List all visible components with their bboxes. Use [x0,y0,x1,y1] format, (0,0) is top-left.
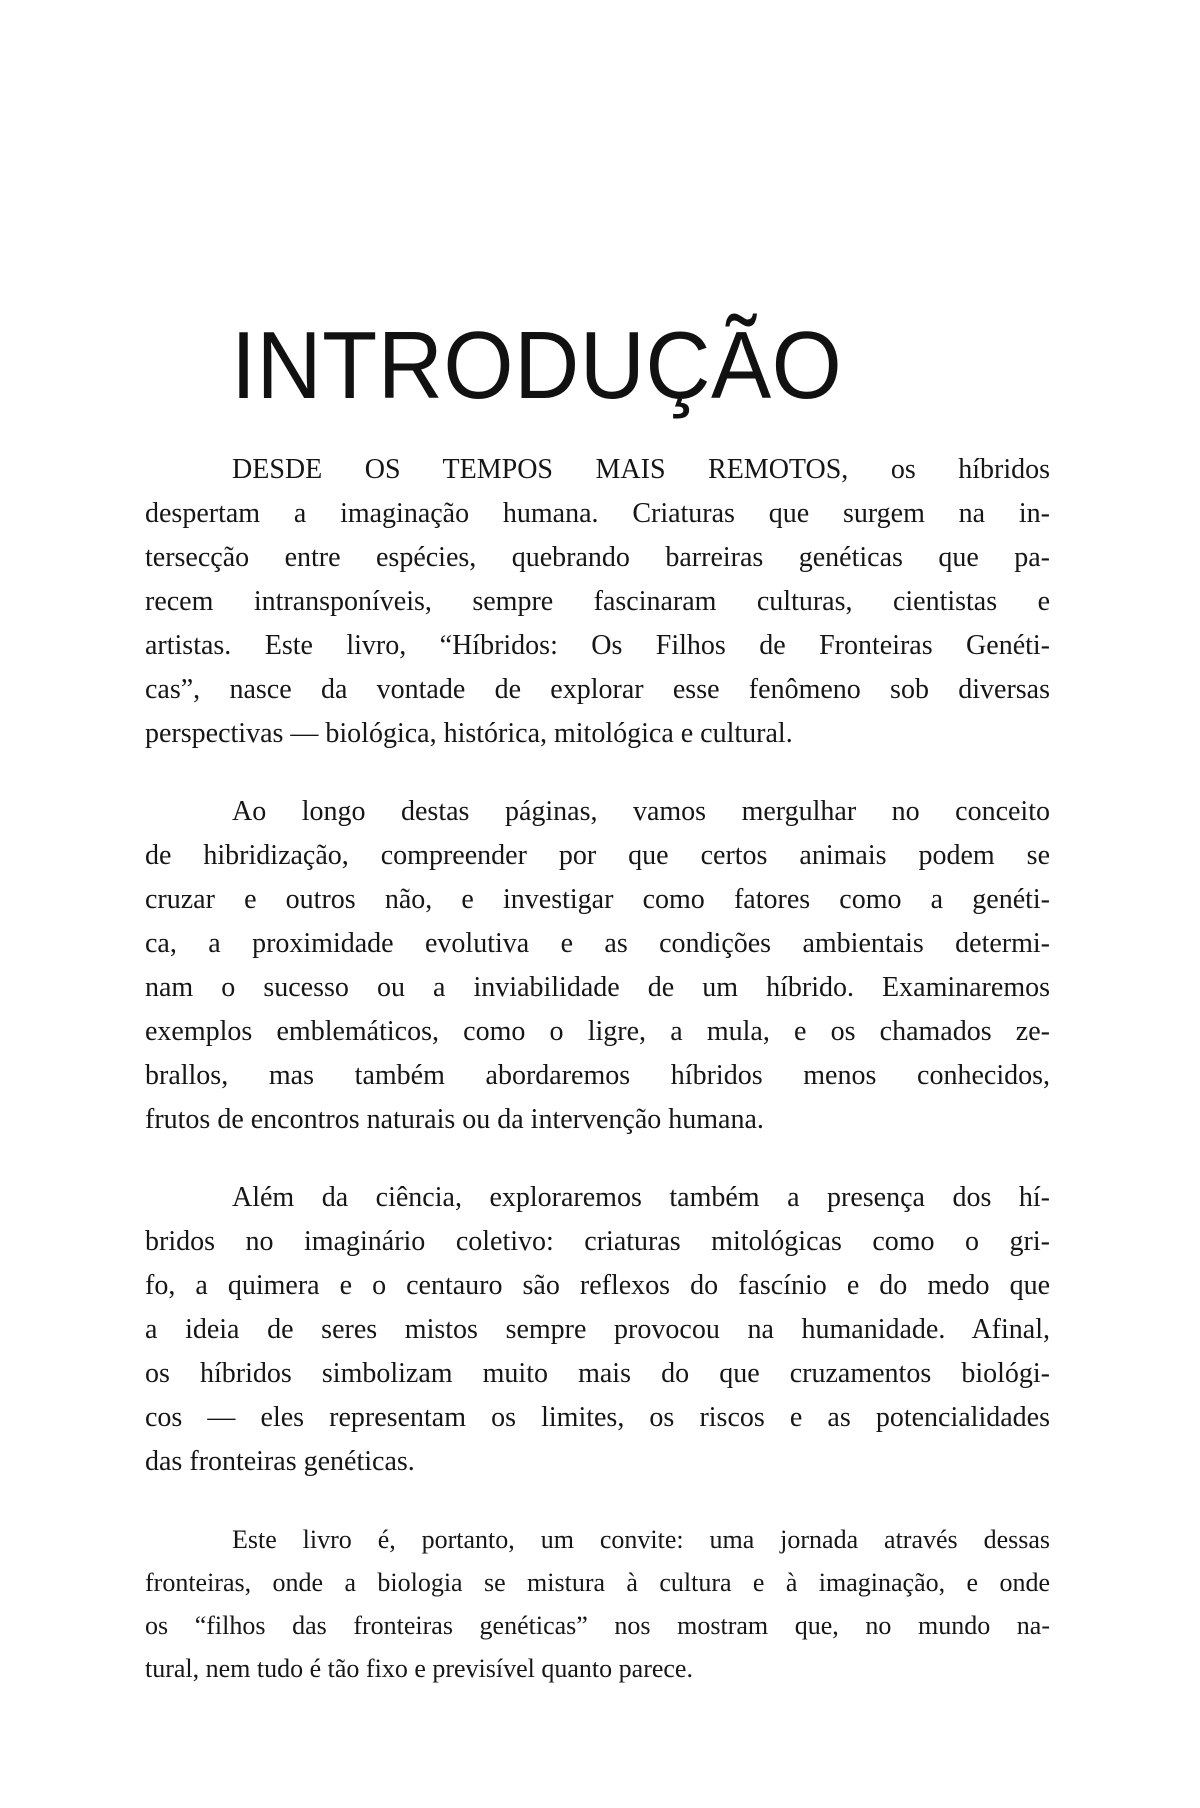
text-line: cos — eles representam os limites, os riscos e as potencialidades [145,1402,1050,1433]
text-line: cruzar e outros não, e investigar como fatores como a genéti- [145,884,1050,915]
text-line: de hibridização, compreender por que certos animais podem se [145,840,1050,871]
text-line: os híbridos simbolizam muito mais do que cruzamentos biológi- [145,1358,1050,1389]
text-line: os “filhos das fronteiras genéticas” nos mostram que, no mundo na- [145,1611,1050,1640]
chapter-title: INTRODUÇÃO [231,312,843,419]
text-line: tersecção entre espécies, quebrando barreiras genéticas que pa- [145,542,1050,573]
text-line: exemplos emblemáticos, como o ligre, a mula, e os chamados ze- [145,1016,1050,1047]
paragraph [145,448,1050,756]
text-line: DESDE OS TEMPOS MAIS REMOTOS, os híbridos [232,454,1050,485]
text-line: recem intransponíveis, sempre fascinaram culturas, cientistas e [145,586,1050,617]
text-line: perspectivas — biológica, histórica, mitológica e cultural. [145,718,793,749]
text-line: brallos, mas também abordaremos híbridos menos conhecidos, [145,1060,1050,1091]
paragraph [145,1518,1050,1690]
text-line: frutos de encontros naturais ou da intervenção humana. [145,1104,764,1135]
text-line: fronteiras, onde a biologia se mistura à cultura e à imaginação, e onde [145,1568,1050,1597]
text-line: Ao longo destas páginas, vamos mergulhar no conceito [232,796,1050,827]
text-line: fo, a quimera e o centauro são reflexos do fascínio e do medo que [145,1270,1050,1301]
text-line: ca, a proximidade evolutiva e as condições ambientais determi- [145,928,1050,959]
text-line: cas”, nasce da vontade de explorar esse fenômeno sob diversas [145,674,1050,705]
text-line: artistas. Este livro, “Híbridos: Os Filhos de Fronteiras Genéti- [145,630,1050,661]
text-line: nam o sucesso ou a inviabilidade de um híbrido. Examinaremos [145,972,1050,1003]
text-line: bridos no imaginário coletivo: criaturas mitológicas como o gri- [145,1226,1050,1257]
text-line: despertam a imaginação humana. Criaturas que surgem na in- [145,498,1050,529]
text-line: das fronteiras genéticas. [145,1446,415,1477]
text-line: Além da ciência, exploraremos também a presença dos hí- [232,1182,1050,1213]
text-line: a ideia de seres mistos sempre provocou na humanidade. Afinal, [145,1314,1050,1345]
body-text [145,448,1050,1690]
text-line: Este livro é, portanto, um convite: uma jornada através dessas [232,1525,1050,1554]
paragraph [145,1176,1050,1484]
text-line: tural, nem tudo é tão fixo e previsível quanto parece. [145,1654,693,1683]
paragraph [145,790,1050,1142]
